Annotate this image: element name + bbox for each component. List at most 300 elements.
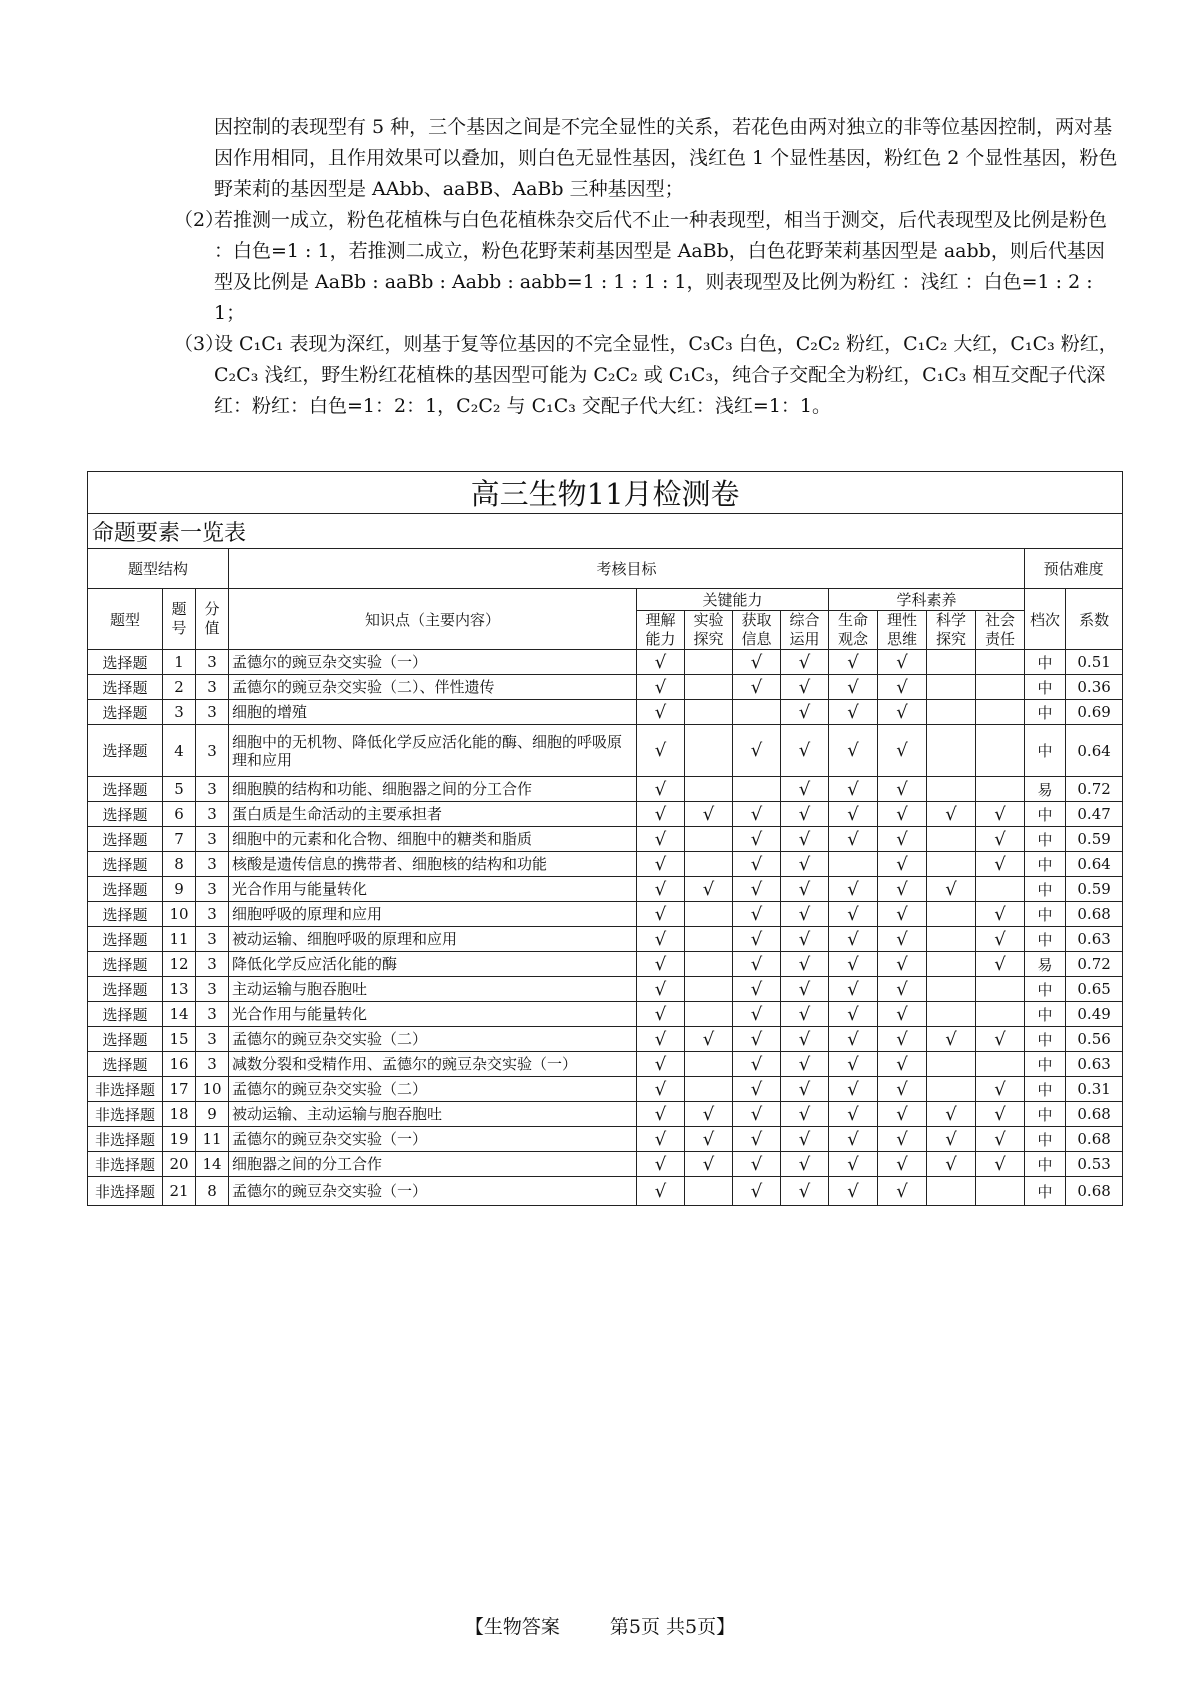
check-mark: √ [798,701,811,723]
check-mark: √ [654,1128,667,1150]
check-cell [685,1052,733,1077]
check-mark: √ [896,928,908,950]
difficulty-coef: 0.63 [1066,927,1123,952]
question-score: 3 [196,852,229,877]
question-type: 选择题 [88,827,163,852]
difficulty-level: 中 [1025,650,1066,675]
check-cell [829,700,878,725]
table-row [88,802,1123,827]
check-cell [637,1052,685,1077]
check-cell [976,927,1025,952]
check-cell [829,675,878,700]
check-mark: √ [847,778,859,800]
check-cell [733,827,781,852]
check-cell [878,675,927,700]
check-cell [829,777,878,802]
check-cell [637,1002,685,1027]
check-mark: √ [702,803,715,825]
check-cell [976,852,1025,877]
check-cell [829,1027,878,1052]
check-cell [927,675,976,700]
header-structure: 题型结构 [88,549,229,589]
question-number: 1 [163,650,196,675]
table-row [88,977,1123,1002]
check-mark: √ [896,1153,908,1175]
check-mark: √ [896,1028,908,1050]
check-mark: √ [847,651,859,673]
check-mark: √ [750,1078,763,1100]
question-type: 非选择题 [88,1177,163,1206]
question-type: 非选择题 [88,1127,163,1152]
check-cell [976,1152,1025,1177]
spec-table [87,471,1123,1206]
difficulty-coef: 0.64 [1066,852,1123,877]
check-mark: √ [994,803,1006,825]
check-mark: √ [798,953,811,975]
table-row [88,1002,1123,1027]
difficulty-level: 中 [1025,877,1066,902]
header-literacy-3 [927,611,976,650]
check-cell [927,1127,976,1152]
header-ability-4 [781,611,829,650]
question-type: 选择题 [88,650,163,675]
question-number: 17 [163,1077,196,1102]
check-cell [637,902,685,927]
header-literacy-4-text: 社会责任 [985,611,1016,648]
check-cell [685,902,733,927]
check-cell [878,802,927,827]
knowledge-point: 孟德尔的豌豆杂交实验（二） [229,1027,637,1052]
check-cell [878,650,927,675]
check-cell [781,725,829,777]
check-cell [829,1077,878,1102]
check-mark: √ [750,1053,763,1075]
check-cell [829,725,878,777]
check-mark: √ [750,1180,763,1202]
check-mark: √ [654,778,667,800]
check-mark: √ [798,1128,811,1150]
check-cell [927,650,976,675]
check-cell [878,852,927,877]
check-cell [781,902,829,927]
check-cell [685,977,733,1002]
question-number: 6 [163,802,196,827]
question-type: 选择题 [88,1002,163,1027]
knowledge-point: 细胞膜的结构和功能、细胞器之间的分工合作 [229,777,637,802]
check-mark: √ [750,676,763,698]
table-row [88,700,1123,725]
difficulty-coef: 0.69 [1066,700,1123,725]
check-cell [829,877,878,902]
question-score: 14 [196,1152,229,1177]
check-cell [976,725,1025,777]
check-cell [781,1152,829,1177]
check-cell [733,852,781,877]
check-mark: √ [994,1028,1006,1050]
table-row [88,852,1123,877]
question-score: 3 [196,902,229,927]
check-cell [781,1077,829,1102]
check-cell [685,802,733,827]
table-row [88,927,1123,952]
table-row [88,827,1123,852]
header-ability-2 [685,611,733,650]
question-number: 21 [163,1177,196,1206]
difficulty-coef: 0.72 [1066,952,1123,977]
check-cell [781,1102,829,1127]
check-cell [685,777,733,802]
check-cell [927,1027,976,1052]
check-cell [976,1027,1025,1052]
header-score-text: 分值 [204,600,220,637]
check-mark: √ [896,878,908,900]
knowledge-point: 细胞中的元素和化合物、细胞中的糖类和脂质 [229,827,637,852]
check-mark: √ [994,953,1006,975]
check-cell [781,927,829,952]
check-mark: √ [994,903,1006,925]
check-cell [829,1052,878,1077]
check-mark: √ [896,676,908,698]
question-score: 11 [196,1127,229,1152]
check-cell [781,802,829,827]
difficulty-level: 易 [1025,777,1066,802]
check-cell [733,1127,781,1152]
header-ability-3 [733,611,781,650]
knowledge-point: 主动运输与胞吞胞吐 [229,977,637,1002]
check-cell [685,1002,733,1027]
table-row [88,1152,1123,1177]
question-score: 3 [196,1027,229,1052]
difficulty-level: 中 [1025,1152,1066,1177]
check-mark: √ [847,803,859,825]
header-type: 题型 [88,589,163,650]
question-score: 3 [196,650,229,675]
question-score: 3 [196,827,229,852]
difficulty-level: 中 [1025,1002,1066,1027]
question-score: 8 [196,1177,229,1206]
check-mark: √ [798,978,811,1000]
check-mark: √ [994,828,1006,850]
check-mark: √ [847,1053,859,1075]
check-cell [637,725,685,777]
check-cell [733,952,781,977]
check-cell [685,827,733,852]
check-cell [685,1152,733,1177]
check-cell [781,650,829,675]
question-type: 选择题 [88,1027,163,1052]
check-mark: √ [798,803,811,825]
knowledge-point: 细胞的增殖 [229,700,637,725]
check-cell [829,827,878,852]
check-mark: √ [750,1003,763,1025]
question-score: 3 [196,777,229,802]
check-cell [927,877,976,902]
check-mark: √ [798,903,811,925]
difficulty-level: 中 [1025,902,1066,927]
check-cell [637,1177,685,1206]
table-row [88,902,1123,927]
check-cell [733,1002,781,1027]
difficulty-coef: 0.59 [1066,877,1123,902]
check-mark: √ [750,1103,763,1125]
check-mark: √ [896,701,908,723]
check-cell [878,725,927,777]
table-row [88,675,1123,700]
check-cell [637,1077,685,1102]
check-cell [733,877,781,902]
check-mark: √ [750,878,763,900]
check-mark: √ [750,740,763,761]
check-cell [927,1077,976,1102]
check-cell [927,977,976,1002]
difficulty-level: 中 [1025,1177,1066,1206]
question-score: 3 [196,725,229,777]
check-cell [685,650,733,675]
header-ability-4-text: 综合运用 [789,611,820,648]
check-cell [927,952,976,977]
header-literacy-2 [878,611,927,650]
question-number: 13 [163,977,196,1002]
check-cell [878,700,927,725]
check-cell [637,650,685,675]
page-footer [0,1612,1200,1639]
header-ability-group: 关键能力 [637,589,829,611]
check-cell [976,675,1025,700]
knowledge-point: 孟德尔的豌豆杂交实验（一） [229,650,637,675]
check-cell [637,675,685,700]
question-type: 选择题 [88,802,163,827]
check-mark: √ [896,903,908,925]
check-mark: √ [847,1003,859,1025]
question-number: 8 [163,852,196,877]
check-cell [685,927,733,952]
check-mark: √ [654,978,667,1000]
difficulty-coef: 0.31 [1066,1077,1123,1102]
check-mark: √ [702,1153,715,1175]
check-cell [927,1052,976,1077]
check-mark: √ [847,928,859,950]
difficulty-level: 中 [1025,1127,1066,1152]
table-row [88,1027,1123,1052]
question-number: 18 [163,1102,196,1127]
check-cell [976,902,1025,927]
question-score: 3 [196,700,229,725]
question-score: 9 [196,1102,229,1127]
check-mark: √ [994,1128,1006,1150]
question-score: 3 [196,1052,229,1077]
header-literacy-1 [829,611,878,650]
difficulty-coef: 0.68 [1066,1177,1123,1206]
check-mark: √ [798,1028,811,1050]
check-mark: √ [654,1180,667,1202]
check-mark: √ [654,1003,667,1025]
check-mark: √ [654,928,667,950]
check-mark: √ [847,1128,859,1150]
check-mark: √ [750,651,763,673]
check-cell [976,977,1025,1002]
knowledge-point: 孟德尔的豌豆杂交实验（二）、伴性遗传 [229,675,637,700]
check-mark: √ [994,1078,1006,1100]
header-level: 档次 [1025,589,1066,650]
check-cell [733,777,781,802]
paragraph-item-2: （2）若推测一成立，粉色花植株与白色花植株杂交后代不止一种表现型，相当于测交，后代表现型及比例是粉色 ：白色=1 : 1，若推测二成立，粉色花野茉莉基因型是 AaBb，白色花野茉莉基因型是 aabb，则后代基因型及比例是 AaBb : aaBb : Aabb : aabb=1 : 1 : 1 : 1，则表现型及比例为粉红 ：浅红 ：白色=1 : 2 : 1； [174,209,1108,324]
check-cell [976,827,1025,852]
check-mark: √ [798,1180,811,1202]
check-mark: √ [847,1078,859,1100]
check-mark: √ [798,651,811,673]
difficulty-coef: 0.63 [1066,1052,1123,1077]
check-mark: √ [945,878,957,900]
check-cell [637,877,685,902]
check-mark: √ [847,978,859,1000]
check-mark: √ [896,803,908,825]
check-cell [829,977,878,1002]
header-knowledge: 知识点（主要内容） [229,589,637,650]
difficulty-coef: 0.72 [1066,777,1123,802]
check-cell [829,802,878,827]
check-cell [733,977,781,1002]
table-row [88,1102,1123,1127]
check-mark: √ [654,1078,667,1100]
check-mark: √ [798,878,811,900]
difficulty-level: 中 [1025,1102,1066,1127]
check-mark: √ [847,701,859,723]
table-subtitle: 命题要素一览表 [88,514,1123,549]
header-literacy-4 [976,611,1025,650]
check-cell [976,952,1025,977]
difficulty-level: 中 [1025,827,1066,852]
check-cell [976,1177,1025,1206]
check-cell [976,1127,1025,1152]
table-row [88,952,1123,977]
check-mark: √ [750,1128,763,1150]
check-mark: √ [750,803,763,825]
check-cell [927,1177,976,1206]
check-cell [733,650,781,675]
check-mark: √ [798,853,811,875]
check-cell [781,1127,829,1152]
check-mark: √ [896,853,908,875]
header-ability-2-text: 实验探究 [693,611,724,648]
check-cell [637,700,685,725]
question-number: 2 [163,675,196,700]
check-mark: √ [847,828,859,850]
header-number-text: 题号 [171,600,187,637]
table-row [88,1052,1123,1077]
check-cell [976,1002,1025,1027]
check-cell [685,1027,733,1052]
check-mark: √ [798,1153,811,1175]
check-mark: √ [750,1153,763,1175]
check-cell [927,725,976,777]
check-cell [637,777,685,802]
check-mark: √ [798,1103,811,1125]
difficulty-coef: 0.56 [1066,1027,1123,1052]
check-cell [637,1127,685,1152]
check-mark: √ [896,740,908,761]
check-cell [781,877,829,902]
question-number: 9 [163,877,196,902]
check-mark: √ [702,878,715,900]
check-mark: √ [654,1103,667,1125]
check-mark: √ [896,828,908,850]
check-cell [733,1052,781,1077]
check-cell [637,927,685,952]
check-mark: √ [945,803,957,825]
check-cell [878,877,927,902]
check-cell [927,902,976,927]
header-ability-1 [637,611,685,650]
footer-left: 【生物答案 [464,1616,560,1638]
check-mark: √ [994,1153,1006,1175]
check-cell [927,827,976,852]
check-mark: √ [750,1028,763,1050]
check-cell [685,700,733,725]
question-score: 3 [196,977,229,1002]
question-number: 3 [163,700,196,725]
difficulty-level: 中 [1025,700,1066,725]
header-ability-3-text: 获取信息 [741,611,772,648]
difficulty-coef: 0.68 [1066,1127,1123,1152]
check-cell [685,1077,733,1102]
knowledge-point: 核酸是遗传信息的携带者、细胞核的结构和功能 [229,852,637,877]
check-mark: √ [847,1028,859,1050]
question-number: 16 [163,1052,196,1077]
check-mark: √ [896,1003,908,1025]
difficulty-coef: 0.64 [1066,725,1123,777]
check-cell [927,852,976,877]
difficulty-level: 中 [1025,852,1066,877]
check-mark: √ [896,651,908,673]
check-cell [685,877,733,902]
check-cell [637,977,685,1002]
check-cell [878,1177,927,1206]
check-mark: √ [896,1103,908,1125]
difficulty-coef: 0.49 [1066,1002,1123,1027]
question-type: 选择题 [88,902,163,927]
header-target: 考核目标 [229,549,1025,589]
check-cell [829,1152,878,1177]
knowledge-point: 减数分裂和受精作用、孟德尔的豌豆杂交实验（一） [229,1052,637,1077]
check-mark: √ [798,740,811,761]
table-row [88,1077,1123,1102]
check-cell [878,977,927,1002]
check-mark: √ [654,1053,667,1075]
difficulty-coef: 0.47 [1066,802,1123,827]
check-cell [733,1077,781,1102]
check-cell [829,1177,878,1206]
difficulty-coef: 0.53 [1066,1152,1123,1177]
check-cell [976,877,1025,902]
check-cell [781,1002,829,1027]
check-cell [829,1002,878,1027]
check-mark: √ [847,878,859,900]
check-cell [637,1152,685,1177]
question-type: 选择题 [88,700,163,725]
check-mark: √ [896,1128,908,1150]
question-type: 非选择题 [88,1077,163,1102]
check-mark: √ [847,676,859,698]
header-coef: 系数 [1066,589,1123,650]
check-cell [685,1102,733,1127]
check-mark: √ [847,1153,859,1175]
knowledge-point: 孟德尔的豌豆杂交实验（二） [229,1077,637,1102]
knowledge-point: 降低化学反应活化能的酶 [229,952,637,977]
question-type: 非选择题 [88,1152,163,1177]
check-cell [637,952,685,977]
header-literacy-group: 学科素养 [829,589,1025,611]
check-cell [781,952,829,977]
